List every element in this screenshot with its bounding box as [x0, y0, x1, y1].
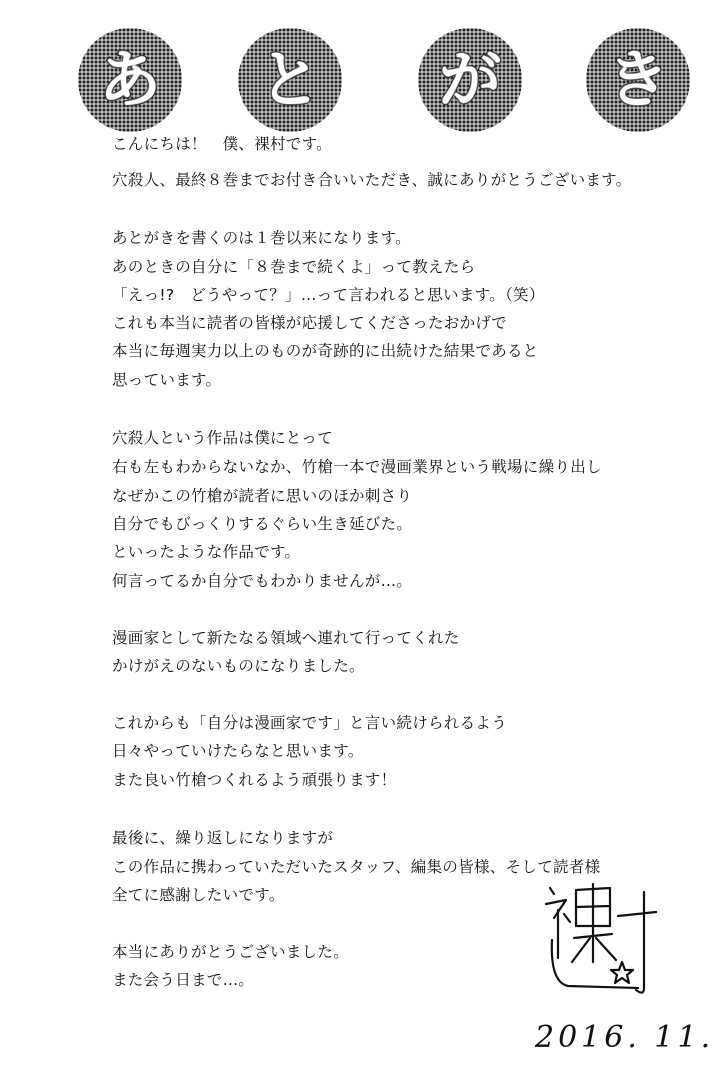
signed-date: 2016. 11.: [535, 1020, 715, 1055]
body-line: かけがえのないものになりました。: [112, 657, 365, 675]
body-line: といったような作品です。: [112, 543, 301, 561]
body-line: これも本当に読者の皆様が応援してくださったおかげで: [112, 314, 508, 332]
body-line: 最後に、繰り返しになりますが: [112, 829, 334, 847]
body-line: 漫画家として新たなる領域へ連れて行ってくれた: [112, 629, 460, 647]
body-line: 穴殺人、最終８巻までお付き合いいただき、誠にありがとうございます。: [112, 171, 632, 189]
signature-handwritten: [540, 870, 660, 1000]
body-line: 「えっ!? どうやって？」…って言われると思います。（笑）: [112, 286, 545, 304]
title-banner: [78, 28, 678, 138]
body-line: 日々やっていけたらなと思います。: [112, 742, 364, 760]
title-char: が: [438, 43, 501, 116]
body-line: 自分でもびっくりするぐらい生き延びた。: [112, 515, 413, 533]
body-line: あとがきを書くのは１巻以来になります。: [112, 229, 411, 247]
title-char: と: [258, 43, 321, 116]
body-line: 穴殺人という作品は僕にとって: [112, 429, 333, 447]
body-line: また良い竹槍つくれるよう頑張ります！: [112, 771, 397, 789]
body-line: この作品に携わっていただいたスタッフ、編集の皆様、そして読者様: [112, 858, 601, 876]
body-line: 本当に毎週実力以上のものが奇跡的に出続けた結果であると: [112, 342, 539, 360]
body-line: 何言ってるか自分でもわかりませんが…。: [112, 572, 413, 590]
title-circle-2: [238, 28, 342, 132]
body-line: これからも「自分は漫画家です」と言い続けられるよう: [112, 714, 508, 732]
body-line: また会う日まで…。: [112, 971, 255, 989]
body-line: なぜかこの竹槍が読者に思いのほか刺さり: [112, 487, 413, 505]
body-line: こんにちは！ 僕、裸村です。: [112, 135, 332, 153]
title-circle-1: [78, 28, 182, 132]
body-line: 本当にありがとうございました。: [112, 943, 350, 961]
body-line: 思っています。: [112, 371, 222, 389]
body-line: 右も左もわからないなか、竹槍一本で漫画業界という戦場に繰り出し: [112, 458, 602, 476]
title-char: あ: [98, 43, 161, 116]
title-circle-3: [418, 28, 522, 132]
body-line: 全てに感謝したいです。: [112, 886, 285, 904]
title-char: き: [606, 43, 669, 116]
title-circle-4: [586, 28, 690, 132]
body-line: あのときの自分に「８巻まで続くよ」って教えたら: [112, 258, 476, 276]
